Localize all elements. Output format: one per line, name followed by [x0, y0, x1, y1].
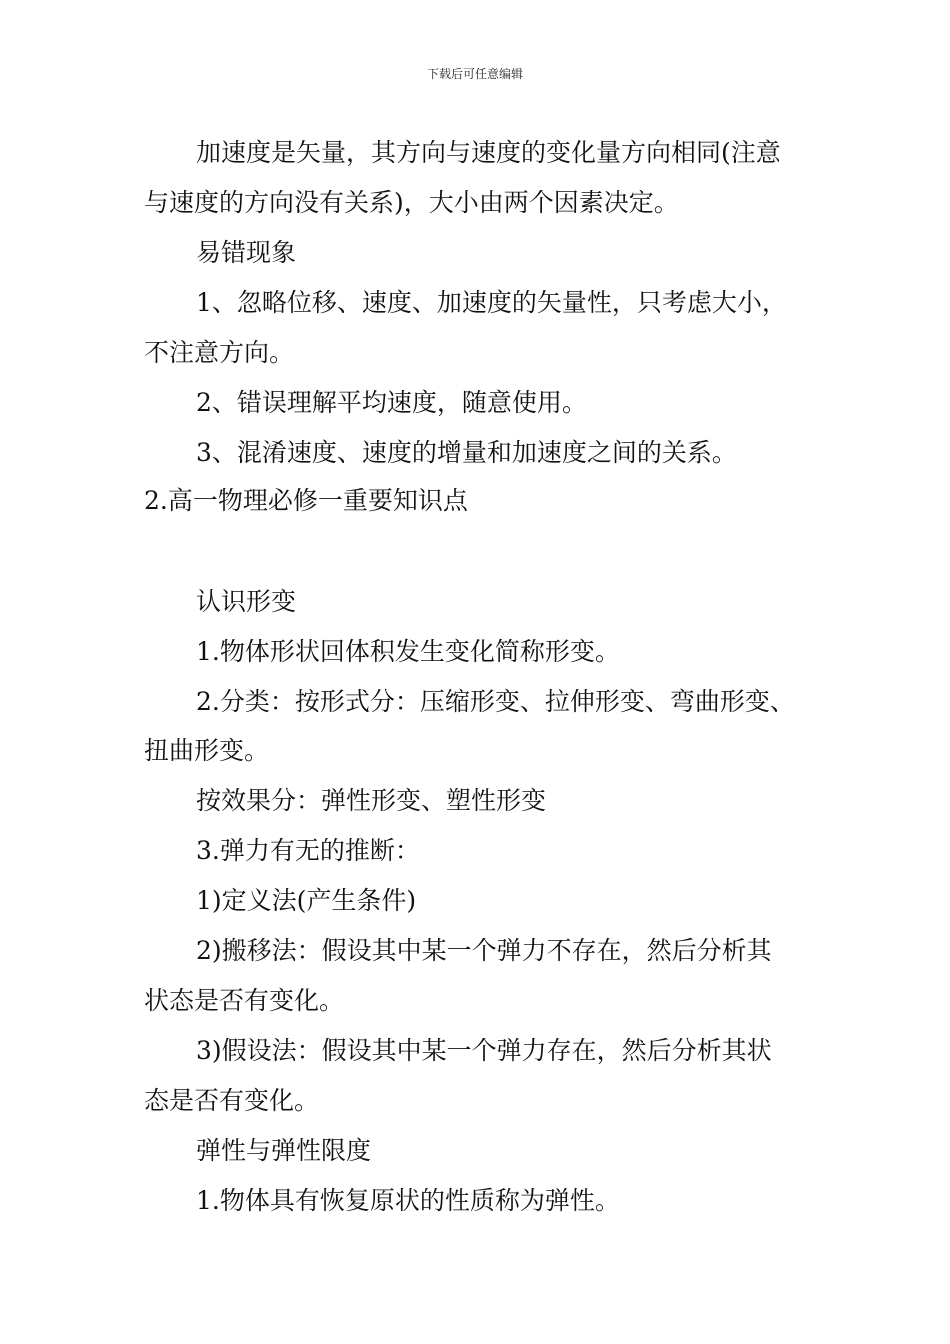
list-item: 1、忽略位移、速度、加速度的矢量性，只考虑大小，	[196, 288, 787, 317]
section-title: 2.高一物理必修一重要知识点	[144, 486, 468, 515]
section-heading: 弹性与弹性限度	[196, 1136, 372, 1165]
list-item: 3.弹力有无的推断：	[196, 836, 420, 865]
list-item-continuation: 不注意方向。	[144, 338, 295, 367]
section-heading: 认识形变	[196, 587, 297, 616]
list-item: 1.物体形状回体积发生变化简称形变。	[196, 637, 620, 666]
section-heading: 易错现象	[196, 238, 297, 267]
paragraph-line: 加速度是矢量，其方向与速度的变化量方向相同(注意	[196, 138, 781, 167]
list-item: 3、混淆速度、速度的增量和加速度之间的关系。	[196, 438, 737, 467]
paragraph-line: 按效果分：弹性形变、塑性形变	[196, 786, 547, 815]
page-header: 下载后可任意编辑	[426, 67, 523, 81]
list-item: 2、错误理解平均速度，随意使用。	[196, 388, 587, 417]
sub-list-item: 1)定义法(产生条件)	[196, 886, 417, 915]
paragraph-line: 与速度的方向没有关系)，大小由两个因素决定。	[144, 188, 679, 217]
list-item: 1.物体具有恢复原状的性质称为弹性。	[196, 1186, 620, 1215]
sub-list-item: 2)搬移法：假设其中某一个弹力不存在，然后分析其	[196, 936, 772, 965]
sub-list-item: 3)假设法：假设其中某一个弹力存在，然后分析其状	[196, 1036, 772, 1065]
sub-list-item-continuation: 状态是否有变化。	[144, 986, 345, 1015]
list-item-continuation: 扭曲形变。	[144, 736, 270, 765]
sub-list-item-continuation: 态是否有变化。	[144, 1086, 320, 1115]
list-item: 2.分类：按形式分：压缩形变、拉伸形变、弯曲形变、	[196, 687, 795, 716]
